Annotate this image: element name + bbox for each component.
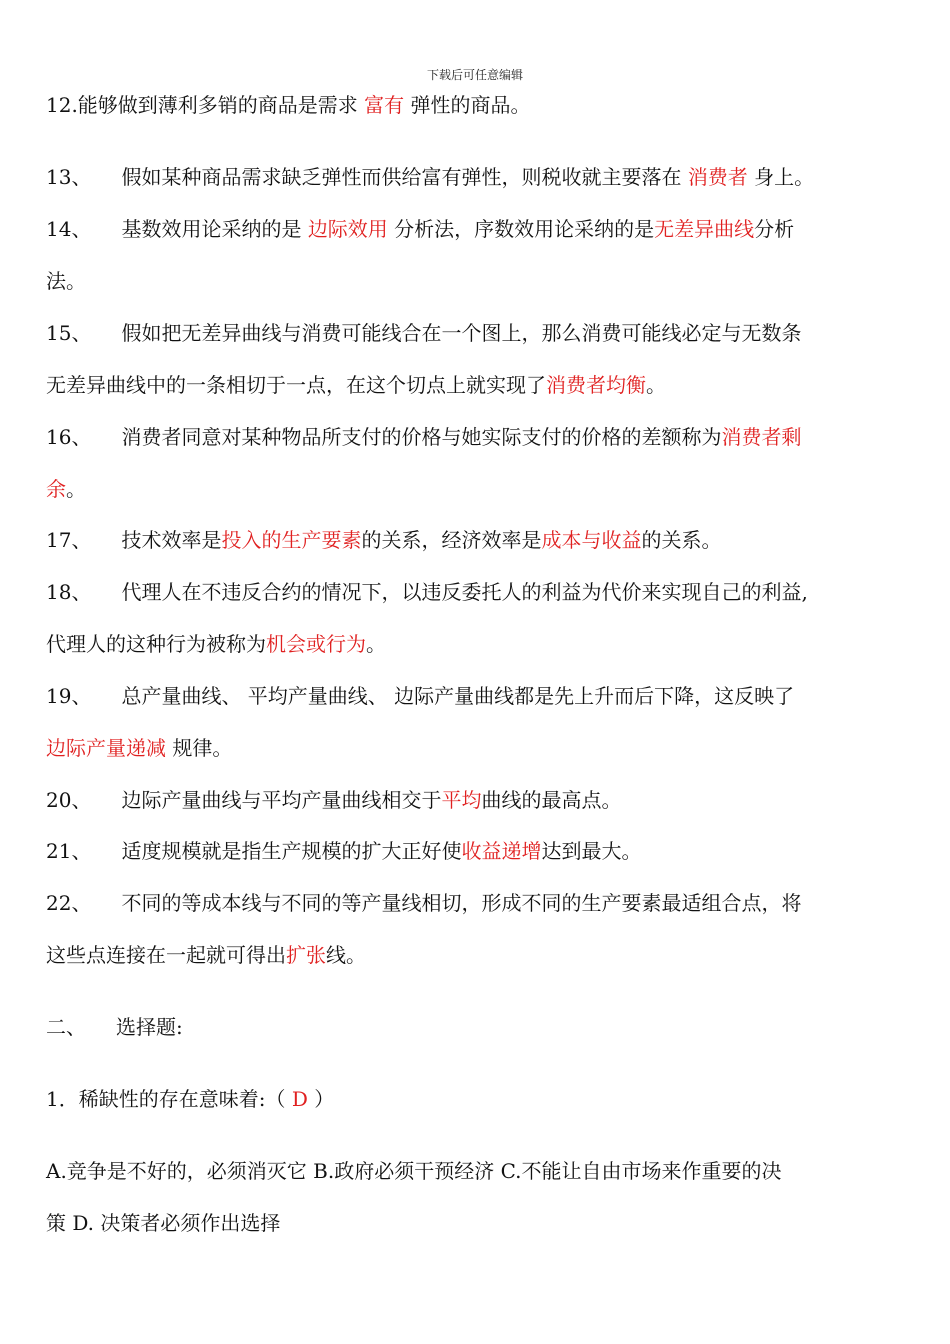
question-text: 边际产量曲线与平均产量曲线相交于 [121,788,442,812]
question-number: 15、 [46,321,92,345]
question-number: 16、 [46,425,92,449]
question-18-cont [46,631,386,657]
question-text: 达到最大。 [541,839,642,863]
question-14-cont: 法。 [46,269,86,293]
question-text: 假如某种商品需求缺乏弹性而供给富有弹性，则税收就主要落在 [121,165,688,189]
question-text: 线。 [326,943,366,967]
section-heading [46,1014,183,1040]
question-text: 总产量曲线、 平均产量曲线、 边际产量曲线都是先上升而后下降，这反映了 [121,684,795,708]
question-number: 20、 [46,788,92,812]
question-13 [46,164,814,190]
question-text: 代理人在不违反合约的情况下，以违反委托人的利益为代价来实现自己的利益, [121,580,808,604]
section-number: 二、 [46,1015,86,1039]
answer-text: D [291,1087,308,1111]
question-20 [46,787,621,813]
question-16 [46,424,801,450]
choice-question-1 [46,1086,334,1112]
question-text: 。 [366,632,386,656]
question-16-cont [46,476,86,502]
answer-text: 无差异曲线 [654,217,755,241]
question-text: 分析法，序数效用论采纳的是 [387,217,655,241]
answer-text: 投入的生产要素 [221,528,362,552]
question-text: 1．稀缺性的存在意味着:（ [46,1087,292,1111]
question-14 [46,216,794,242]
question-18 [46,579,808,605]
page-header: 下载后可任意编辑 [426,68,523,82]
question-number: 17、 [46,528,92,552]
question-number: 14、 [46,217,92,241]
answer-text: 消费者均衡 [546,373,646,397]
question-number: 22、 [46,891,92,915]
question-number: 13、 [46,165,92,189]
question-number: 21、 [46,839,92,863]
question-19-cont [46,735,232,761]
question-text: 规律。 [166,736,233,760]
question-text: 。 [646,373,666,397]
question-text: 的关系，经济效率是 [361,528,542,552]
answer-text: 扩张 [286,943,326,967]
answer-text: 收益递增 [461,839,542,863]
question-text: 技术效率是 [121,528,222,552]
question-text: 12.能够做到薄利多销的商品是需求 [46,93,365,117]
question-number: 19、 [46,684,92,708]
choice-options-cont: 策 D. 决策者必须作出选择 [46,1211,281,1235]
question-12 [46,92,531,118]
question-text: 的关系。 [641,528,722,552]
answer-text: 成本与收益 [541,528,642,552]
answer-text: 边际产量递减 [46,736,166,760]
question-number: 18、 [46,580,92,604]
question-17 [46,527,721,553]
question-text: 这些点连接在一起就可得出 [46,943,286,967]
answer-text: 消费者剩 [721,425,802,449]
question-text: 基数效用论采纳的是 [121,217,308,241]
question-21 [46,838,641,864]
question-text: 分析 [754,217,795,241]
question-text: ） [307,1087,335,1111]
question-text: 。 [66,477,86,501]
choice-options: A.竞争是不好的，必须消灭它 B.政府必须干预经济 C.不能让自由市场来作重要的决 [46,1159,782,1183]
section-title: 选择题: [116,1015,183,1039]
question-15 [46,320,801,346]
question-text: 无差异曲线中的一条相切于一点，在这个切点上就实现了 [46,373,546,397]
question-text: 代理人的这种行为被称为 [46,632,266,656]
question-text: 不同的等成本线与不同的等产量线相切，形成不同的生产要素最适组合点，将 [121,891,802,915]
question-text: 适度规模就是指生产规模的扩大正好使 [121,839,462,863]
answer-text: 余 [46,477,66,501]
answer-text: 边际效用 [307,217,388,241]
question-text: 弹性的商品。 [404,93,531,117]
answer-text: 平均 [441,788,482,812]
answer-text: 消费者 [687,165,748,189]
question-text: 消费者同意对某种物品所支付的价格与她实际支付的价格的差额称为 [121,425,722,449]
question-text: 假如把无差异曲线与消费可能线合在一个图上，那么消费可能线必定与无数条 [121,321,802,345]
question-22-cont [46,942,366,968]
question-19 [46,683,794,709]
answer-text: 富有 [364,93,405,117]
question-text: 曲线的最高点。 [481,788,622,812]
question-22 [46,890,801,916]
question-text: 身上。 [747,165,815,189]
question-15-cont [46,372,666,398]
answer-text: 机会或行为 [266,632,366,656]
